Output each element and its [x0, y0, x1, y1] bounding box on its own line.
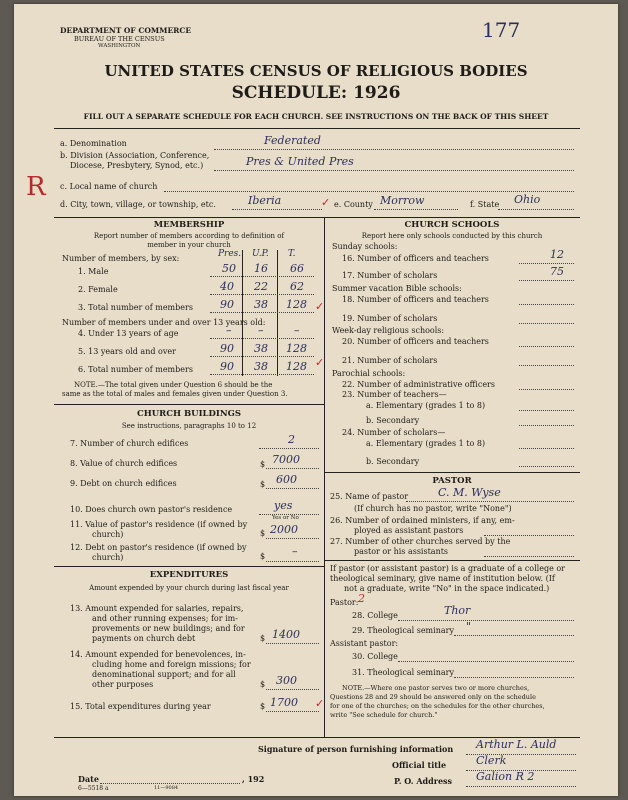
over-13-t: 128 [286, 342, 307, 355]
graduate-instructions-2: theological seminary, give name of institution below. (If [330, 574, 555, 583]
header-rule [54, 128, 580, 129]
division-value: Pres & United Pres [246, 155, 354, 168]
graduate-instructions: If pastor (or assistant pastor) is a graduate of a college or [330, 564, 566, 573]
benevolences-label-3: denominational support; and for all [92, 670, 236, 679]
sunday-officers-value: 12 [550, 248, 564, 261]
address-line [466, 786, 576, 787]
city-label: d. City, town, village, or township, etc. [60, 200, 216, 209]
salaries-label-4: payments on church debt [92, 634, 196, 643]
county-label: e. County [334, 200, 373, 209]
under-13-line [210, 338, 314, 339]
ordained-label-2: ployed as assistant pastors [354, 526, 464, 535]
residence-debt-label: 12. Debt on pastor's residence (if owned by [70, 543, 247, 552]
age-header: Number of members under and over 13 years old: [62, 318, 266, 327]
expenditures-intro: Amount expended by your church during last fiscal year [89, 584, 289, 592]
margin-mark: R [26, 172, 46, 202]
form-number: 6—5518 a [78, 785, 109, 792]
seminary-value: " [466, 620, 472, 633]
mem-col-line-1 [242, 250, 243, 376]
salaries-dollar: $ [260, 634, 266, 643]
sunday-scholars-label: 17. Number of scholars [342, 271, 438, 280]
female-total: 62 [290, 280, 304, 293]
state-line [498, 209, 574, 210]
over-13-label: 5. 13 years old and over [78, 347, 176, 356]
benevolences-label-2: cluding home and foreign missions; for [92, 660, 251, 669]
page-number: 177 [482, 18, 521, 42]
benevolences-label: 14. Amount expended for benevolences, in- [70, 650, 246, 659]
bureau-label: BUREAU OF THE CENSUS [74, 35, 165, 43]
residence-owned-value: yes [274, 499, 293, 512]
under-13-pres: – [226, 324, 232, 337]
membership-title: MEMBERSHIP [153, 220, 225, 230]
total-expenditures-value: 1700 [270, 696, 298, 709]
other-churches-label-2: pastor or his assistants [354, 547, 449, 556]
over-13-up: 38 [254, 342, 268, 355]
assistant-college-label: 30. College [352, 652, 398, 661]
salaries-label: 13. Amount expended for salaries, repairs, [70, 604, 244, 613]
female-label: 2. Female [78, 285, 118, 294]
ordained-line [484, 535, 574, 536]
parochial-label: Parochial schools: [332, 369, 406, 378]
under-13-t: – [294, 324, 300, 337]
pastor-title: PASTOR [432, 476, 472, 486]
expenditure-checkmark-icon: ✓ [315, 697, 325, 710]
salaries-label-3: provements or new buildings; and for [92, 624, 245, 633]
other-churches-line [484, 556, 574, 557]
male-up: 16 [254, 262, 268, 275]
residence-debt-value: – [292, 545, 298, 558]
division-label: b. Division (Association, Conference, [60, 151, 210, 160]
weekday-officers-line [519, 346, 574, 347]
edifice-value: 7000 [272, 453, 300, 466]
edifice-debt-label: 9. Debt on church edifices [70, 479, 177, 488]
local-name-label: c. Local name of church [60, 182, 158, 191]
benevolences-label-4: other purposes [92, 680, 154, 689]
pastor-name-label: 25. Name of pastor [330, 492, 409, 501]
pastor-name-line [406, 501, 574, 502]
salaries-line [266, 643, 319, 644]
teachers-elementary-label: a. Elementary (grades 1 to 8) [366, 401, 486, 410]
residence-value-line [266, 538, 319, 539]
edifice-value-line [266, 468, 319, 469]
schools-title: CHURCH SCHOOLS [404, 220, 500, 230]
city-label: WASHINGTON [98, 43, 141, 49]
seminary-label: 29. Theological seminary [352, 626, 454, 635]
pastor-mark: 2 [358, 592, 365, 605]
denomination-line [214, 149, 574, 150]
denomination-label: a. Denomination [60, 139, 127, 148]
schools-intro: Report here only schools conducted by this church [361, 232, 543, 240]
total-checkmark-icon: ✓ [315, 300, 325, 313]
print-number: 11—9084 [154, 785, 179, 791]
department-label: DEPARTMENT OF COMMERCE [60, 26, 192, 35]
official-title-value: Clerk [476, 754, 507, 767]
address-value: Galion R 2 [476, 770, 535, 783]
col-head-t: T. [288, 249, 296, 259]
denomination-value: Federated [264, 134, 321, 147]
residence-debt-dollar: $ [260, 552, 266, 561]
sunday-scholars-value: 75 [550, 265, 564, 278]
form-instruction: FILL OUT A SEPARATE SCHEDULE FOR EACH CHURCH. SEE INSTRUCTIONS ON THE BACK OF THIS SHEET [83, 112, 549, 121]
scholars-elementary-line [519, 448, 574, 449]
membership-note-2: same as the total of males and females given under Question 3. [62, 390, 288, 398]
male-label: 1. Male [78, 267, 109, 276]
buildings-title: CHURCH BUILDINGS [136, 409, 242, 419]
residence-debt-line [266, 561, 319, 562]
buildings-rule [54, 404, 324, 405]
sunday-scholars-line [519, 280, 574, 281]
residence-debt-label-2: church) [92, 553, 124, 562]
total-members-6-label: 6. Total number of members [78, 365, 193, 374]
summer-label: Summer vacation Bible schools: [332, 284, 462, 293]
state-value: Ohio [514, 193, 541, 206]
total6-checkmark-icon: ✓ [315, 356, 325, 369]
admin-officers-label: 22. Number of administrative officers [342, 380, 495, 389]
total-expenditures-label: 15. Total expenditures during year [70, 702, 211, 711]
scholars-elementary-label: a. Elementary (grades 1 to 8) [366, 439, 486, 448]
edifices-value: 2 [288, 433, 295, 446]
college-line [398, 620, 574, 621]
sunday-officers-line [519, 263, 574, 264]
weekday-label: Week-day religious schools: [332, 326, 445, 335]
county-value: Morrow [380, 194, 425, 207]
pastor-sub-label: Pastor: [330, 598, 359, 607]
pastor-note-4: write "See schedule for church." [330, 711, 438, 719]
city-value: Iberia [248, 194, 282, 207]
scholars-secondary-line [519, 466, 574, 467]
female-up: 22 [254, 280, 268, 293]
graduate-instructions-3: not a graduate, write "No" in the space indicated.) [344, 584, 550, 593]
form-subtitle: SCHEDULE: 1926 [231, 83, 401, 103]
benevolences-dollar: $ [260, 680, 266, 689]
residence-value-label: 11. Value of pastor's residence (if owned by [70, 520, 248, 529]
total6-up: 38 [254, 360, 268, 373]
signature-label: Signature of person furnishing information [258, 744, 454, 754]
assistant-college-line [398, 661, 574, 662]
sunday-label: Sunday schools: [332, 242, 398, 251]
mem-col-line-2 [277, 250, 278, 376]
teachers-label: 23. Number of teachers— [342, 390, 447, 399]
male-line [210, 276, 314, 277]
edifices-label: 7. Number of church edifices [70, 439, 189, 448]
summer-officers-label: 18. Number of officers and teachers [342, 295, 489, 304]
city-checkmark-icon: ✓ [321, 196, 331, 209]
total-members-label: 3. Total number of members [78, 303, 193, 312]
college-label: 28. College [352, 611, 398, 620]
state-label: f. State [470, 200, 500, 209]
membership-intro-2: member in your church [147, 241, 231, 249]
benevolences-line [266, 689, 319, 690]
official-title-label: Official title [392, 760, 447, 770]
date-year: , 192 [242, 774, 265, 784]
female-pres: 40 [220, 280, 234, 293]
admin-officers-line [519, 389, 574, 390]
pastor-rule [324, 472, 580, 473]
benevolences-value: 300 [276, 674, 297, 687]
teachers-secondary-label: b. Secondary [366, 416, 420, 425]
pastor-none-note: (If church has no pastor, write "None") [354, 504, 512, 513]
debt-dollar: $ [260, 480, 266, 489]
total-pres: 90 [220, 298, 234, 311]
total-members-line [210, 312, 314, 313]
expenditures-title: EXPENDITURES [149, 570, 229, 580]
address-label: P. O. Address [394, 776, 453, 786]
assistant-seminary-line [454, 677, 574, 678]
county-line [374, 209, 458, 210]
col-head-pres: Pres. [218, 249, 242, 259]
under-13-up: – [258, 324, 264, 337]
female-line [210, 294, 314, 295]
total6-pres: 90 [220, 360, 234, 373]
date-line [100, 783, 240, 784]
sunday-officers-label: 16. Number of officers and teachers [342, 254, 489, 263]
date-label: Date [78, 774, 99, 784]
signature-value: Arthur L. Auld [476, 738, 557, 751]
other-churches-label: 27. Number of other churches served by the [330, 537, 511, 546]
total6-t: 128 [286, 360, 307, 373]
residence-dollar: $ [260, 529, 266, 538]
section-rule-top [54, 217, 580, 218]
edifice-debt-value: 600 [276, 473, 297, 486]
ordained-label: 26. Number of ordained ministers, if any, em- [330, 516, 515, 525]
summer-scholars-line [519, 323, 574, 324]
graduate-rule [324, 560, 580, 561]
teachers-elementary-line [519, 410, 574, 411]
pastor-note: NOTE.—Where one pastor serves two or more churches, [342, 684, 530, 692]
male-pres: 50 [222, 262, 236, 275]
edifice-debt-line [266, 488, 319, 489]
edifice-dollar: $ [260, 460, 266, 469]
weekday-officers-label: 20. Number of officers and teachers [342, 337, 489, 346]
division-label-2: Diocese, Presbytery, Synod, etc.) [70, 161, 204, 170]
pastor-name-value: C. M. Wyse [438, 486, 501, 499]
under-13-label: 4. Under 13 years of age [78, 329, 179, 338]
salaries-label-2: and other running expenses; for im- [92, 614, 238, 623]
local-name-line [164, 191, 574, 192]
assistant-pastor-label: Assistant pastor: [330, 639, 399, 648]
membership-note: NOTE.—The total given under Question 6 should be the [74, 381, 273, 389]
expenditures-rule [54, 566, 324, 567]
over-13-pres: 90 [220, 342, 234, 355]
male-total: 66 [290, 262, 304, 275]
scholars-secondary-label: b. Secondary [366, 457, 420, 466]
col-head-up: U.P. [252, 249, 269, 259]
pastor-note-3: for one of the churches; on the schedules for the other churches, [330, 702, 545, 710]
form-title: UNITED STATES CENSUS OF RELIGIOUS BODIES [104, 62, 528, 80]
edifices-line [259, 448, 319, 449]
residence-value-label-2: church) [92, 530, 124, 539]
total-expenditures-line [266, 711, 319, 712]
summer-scholars-label: 19. Number of scholars [342, 314, 438, 323]
city-line [232, 209, 322, 210]
total-exp-dollar: $ [260, 702, 266, 711]
salaries-value: 1400 [272, 628, 300, 641]
teachers-secondary-line [519, 425, 574, 426]
scholars-label: 24. Number of scholars— [342, 428, 446, 437]
college-value: Thor [444, 604, 471, 617]
summer-officers-line [519, 304, 574, 305]
over-13-line [210, 356, 314, 357]
residence-owned-label: 10. Does church own pastor's residence [70, 505, 233, 514]
division-line [214, 170, 574, 171]
buildings-see: See instructions, paragraphs 10 to 12 [121, 422, 257, 430]
weekday-scholars-label: 21. Number of scholars [342, 356, 438, 365]
yes-or-no-hint: Yes or No [272, 515, 299, 521]
total-up: 38 [254, 298, 268, 311]
seminary-line [454, 635, 574, 636]
total-t: 128 [286, 298, 307, 311]
by-sex-label: Number of members, by sex: [62, 254, 180, 263]
total-members-6-line [210, 374, 314, 375]
edifice-value-label: 8. Value of church edifices [70, 459, 178, 468]
assistant-seminary-label: 31. Theological seminary [352, 668, 454, 677]
membership-intro: Report number of members according to definition of [93, 232, 285, 240]
residence-value: 2000 [270, 523, 298, 536]
census-schedule-page [14, 4, 618, 796]
weekday-scholars-line [519, 365, 574, 366]
pastor-note-2: Questions 28 and 29 should be answered only on the schedule [330, 693, 536, 701]
